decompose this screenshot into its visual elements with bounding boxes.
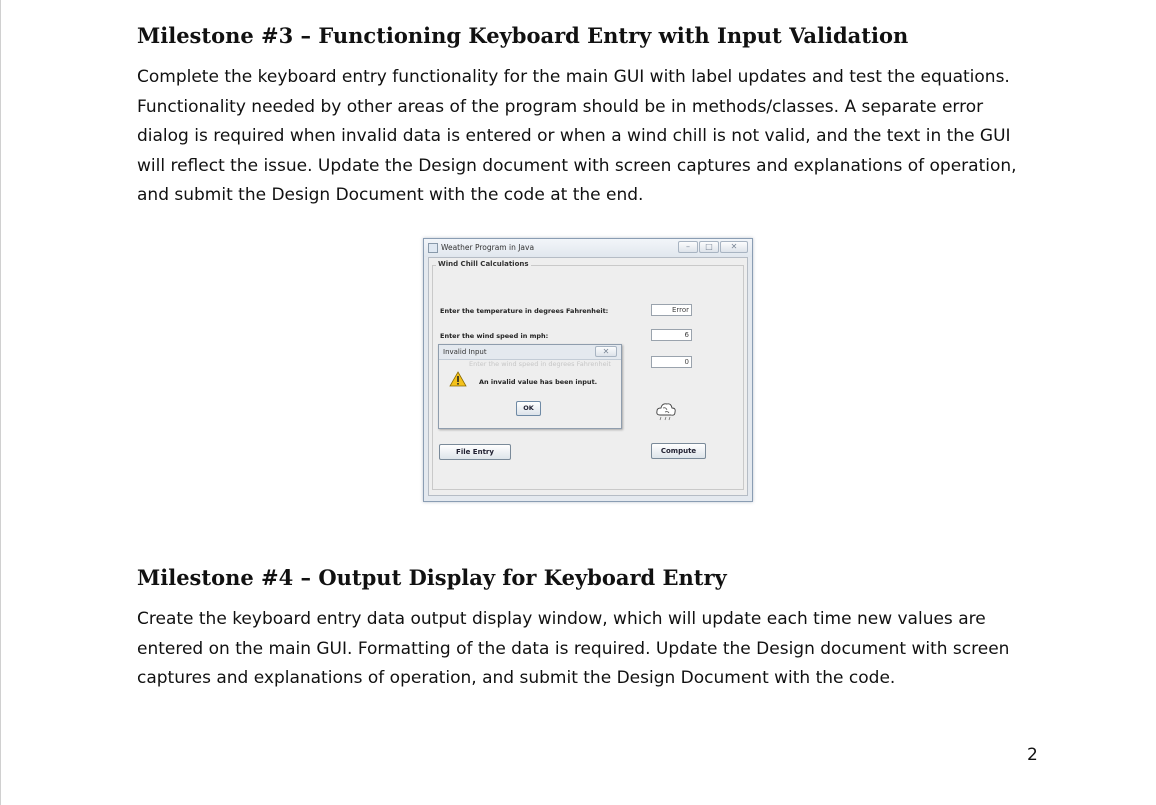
dialog-message: An invalid value has been input. (479, 378, 598, 386)
milestone4-paragraph (137, 605, 1037, 694)
java-window-screenshot (423, 238, 753, 502)
file-entry-button[interactable]: File Entry (439, 444, 511, 460)
paragraph-line: will reflect the issue. Update the Design document with screen captures and explanations of operation, (137, 155, 1017, 176)
dialog-title: Invalid Input (443, 348, 487, 356)
wind-speed-input[interactable]: 6 (651, 329, 692, 341)
paragraph-line: Functionality needed by other areas of the program should be in methods/classes. A separate error (137, 96, 984, 117)
milestone3-heading: Milestone #3 – Functioning Keyboard Entry with Input Validation (137, 23, 909, 48)
wind-speed-label: Enter the wind speed in mph: (440, 332, 549, 340)
compute-button[interactable]: Compute (651, 443, 706, 459)
minimize-button[interactable]: – (678, 241, 698, 253)
temperature-label: Enter the temperature in degrees Fahrenheit: (440, 307, 609, 315)
paragraph-line: entered on the main GUI. Formatting of the data is required. Update the Design document with screen (137, 638, 1010, 659)
milestone4-heading: Milestone #4 – Output Display for Keyboard Entry (137, 565, 727, 590)
invalid-input-dialog (438, 344, 622, 429)
weather-cloud-icon (654, 400, 678, 422)
page-edge (0, 0, 1, 805)
paragraph-line: Create the keyboard entry data output display window, which will update each time new values are (137, 609, 986, 629)
temperature-input[interactable]: Error (651, 304, 692, 316)
window-content (428, 257, 748, 496)
ok-button[interactable]: OK (516, 401, 541, 416)
dialog-close-button[interactable]: ✕ (595, 346, 617, 357)
paragraph-line: captures and explanations of operation, and submit the Design Document with the code. (137, 668, 896, 688)
paragraph-line: Complete the keyboard entry functionality for the main GUI with label updates and test the equations. (137, 67, 1010, 87)
window-controls (677, 241, 748, 253)
paragraph-line: dialog is required when invalid data is entered or when a wind chill is not valid, and the text in the GUI (137, 126, 1011, 146)
group-title: Wind Chill Calculations (438, 260, 529, 268)
close-button[interactable]: ✕ (720, 241, 748, 253)
obscured-label-text: Enter the wind speed in degrees Fahrenheit (469, 360, 611, 368)
maximize-button[interactable]: □ (699, 241, 719, 253)
dialog-titlebar (439, 345, 621, 360)
paragraph-line: and submit the Design Document with the code at the end. (137, 185, 644, 205)
result-field[interactable]: 0 (651, 356, 692, 368)
window-titlebar (424, 239, 752, 257)
warning-icon (449, 371, 467, 387)
milestone3-paragraph (137, 63, 1037, 211)
window-title: Weather Program in Java (441, 243, 535, 252)
page-number: 2 (1027, 745, 1038, 765)
java-app-icon (428, 243, 438, 253)
